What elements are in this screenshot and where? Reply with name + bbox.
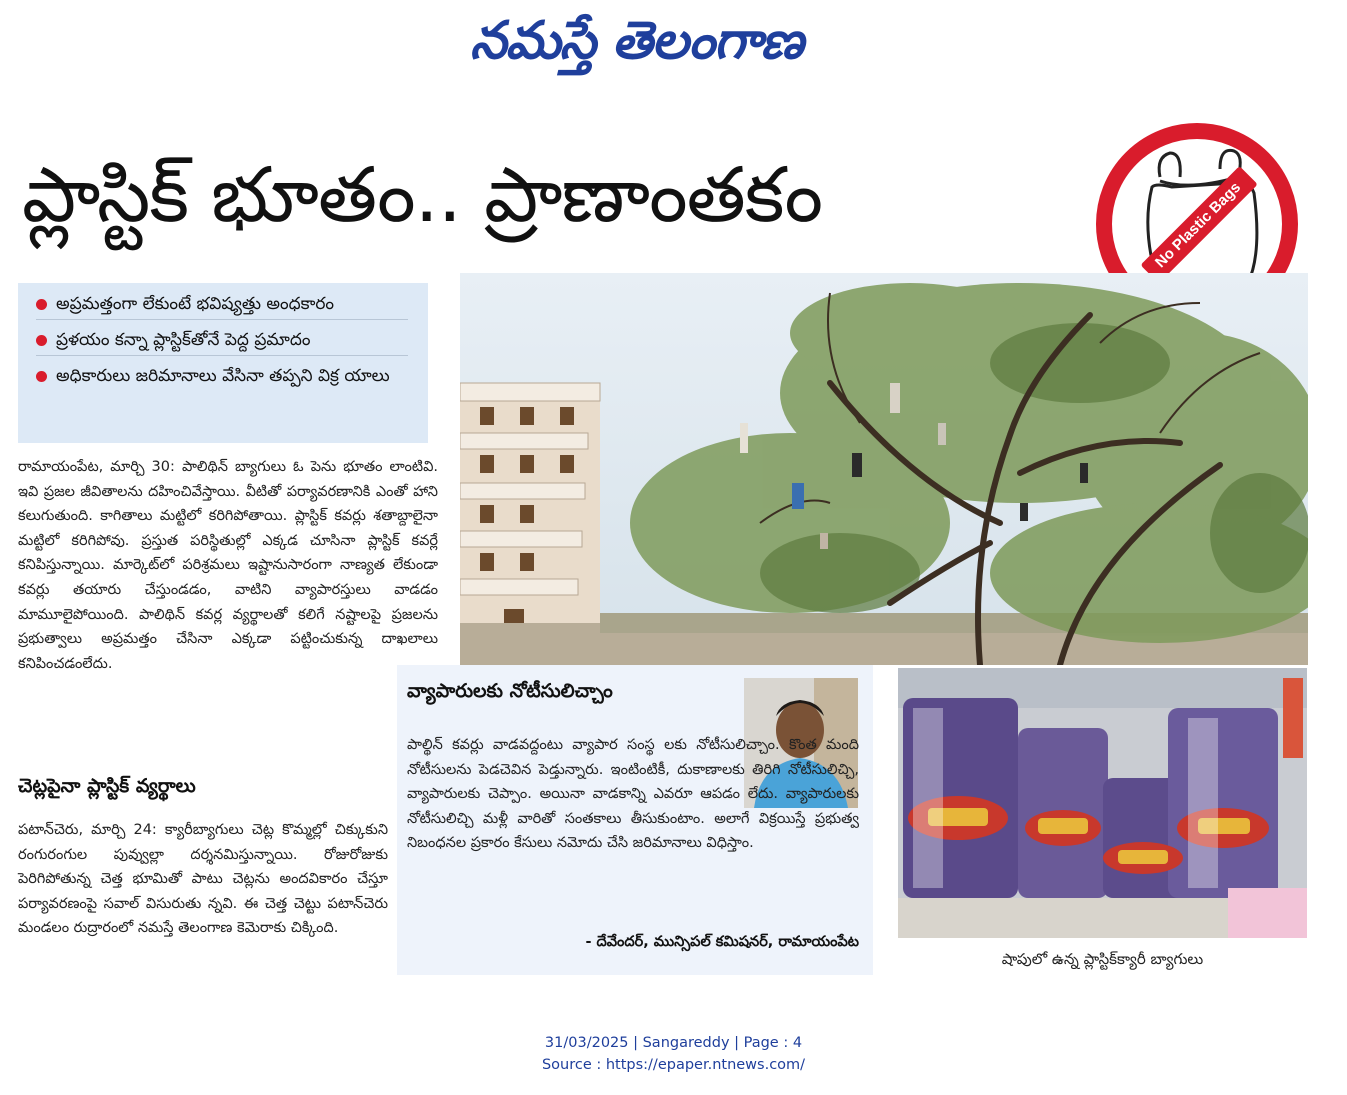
headline: ప్లాస్టిక్ భూతం.. ప్రాణాంతకం [22,150,823,239]
masthead-logo: నమస్తే తెలంగాణ [470,10,803,71]
shop-plastic-bags-photo [898,668,1307,938]
highlight-text: ప్రళయం కన్నా ప్లాస్టిక్‌తోనే పెద్ద ప్రమాదం [36,325,408,356]
highlight-text: అప్రమత్తంగా లేకుంటే భవిష్యత్తు అంధకారం [36,289,408,320]
bullet-icon [36,371,47,382]
commissioner-quote-box [397,665,873,975]
tree-plastic-bags-photo [460,273,1308,665]
bullet-icon [36,335,47,346]
source-link[interactable]: Source : https://epaper.ntnews.com/ [541,1057,806,1073]
quote-attribution: - దేవేందర్, మున్సిపల్ కమిషనర్, రామాయంపేట [585,934,859,950]
article-body-1: రామాయంపేట, మార్చి 30: పాలిథిన్ బ్యాగులు ఓ పెను భూతం లాంటివి. ఇవి ప్రజల జీవితాలను దహించివేస్తాయి. వీటితో పర్యావరణానికి ఎంతో హాని కలుగుతుంది. కాగితాలు మట్టిలో కరిగిపోతాయి. ప్లాస్టిక్ కవర్లు శతాబ్దాలైనా మట్టిలో కరిగిపోవు. ప్రస్తుత పరిస్థితుల్లో ఎక్కడ చూసినా ప్లాస్టిక్ కవర్లే కనిపిస్తున్నాయి. మార్కెట్‌లో పరిశ్రమలు ఇష్టానుసారంగా నాణ్యత లేకుండా కవర్లు తయారు చేస్తుండడం, వాటిని వ్యాపారస్తులు వాడడం మామూలైపోయింది. పాలిథిన్ కవర్ల వ్యర్థాలతో కలిగే నష్టాలపై ప్రజలను ప్రభుత్వాలు అప్రమత్తం చేసినా ఎక్కడా పట్టించుకున్న దాఖలాలు కనిపించడంలేదు. [18,459,438,672]
highlight-text: అధికారులు జరిమానాలు వేసినా తప్పని విక్ర యాలు [56,366,390,386]
edition-info: 31/03/2025 | Sangareddy | Page : 4 [544,1035,803,1051]
quote-title: వ్యాపారులకు నోటీసులిచ్చాం [407,680,613,702]
quote-body: పాల్థిన్ కవర్లు వాడవద్దంటు వ్యాపార సంస్థ లకు నోటీసులిచ్చాం. కొంత మంది నోటీసులను పెడచెవిన పెడ్తున్నారు. ఇంటింటికీ, దుకాణాలకు తిరిగి నోటీసులిచ్చి, వ్యాపారులకు చెప్పాం. అయినా వాడకాన్ని ఎవరూ ఆపడం లేదు. వ్యాపారులకు నోటీసులిచ్చి మళ్లీ వారితో సంతకాలు తీసుకుంటాం. అలాగే విక్రయిస్తే ప్రభుత్వ నిబంధనల ప్రకారం కేసులు నమోదు చేసి జరిమానాలు విధిస్తాం. [407,737,859,852]
article-body-2: పటాన్‌చెరు, మార్చి 24: క్యారీబ్యాగులు చెట్ల కొమ్మల్లో చిక్కుకుని రంగురంగుల పువ్వుల్లా దర్శనమిస్తున్నాయి. రోజురోజుకు పెరిగిపోతున్న చెత్త భూమితో పాటు చెట్లను అందవికారం చేస్తూ పర్యావరణంపై సవాల్ విసురుతు న్నవి. ఈ చెత్త చెట్టు పటాన్‌చెరు మండలం రుద్రారంలో నమస్తే తెలంగాణ కెమెరాకు చిక్కింది. [18,822,388,937]
highlight-item [36,325,408,356]
bullet-icon [36,299,47,310]
subheading: చెట్లపైనా ప్లాస్టిక్ వ్యర్థాలు [18,775,196,797]
photo-caption: షాపులో ఉన్న ప్లాస్టిక్‌క్యారీ బ్యాగులు [1001,950,1204,968]
highlight-item [36,361,408,391]
highlight-item [36,289,408,320]
page-footer [380,1032,967,1076]
highlights-box [18,283,428,443]
no-plastic-bags-label: No Plastic Bags [1151,178,1245,272]
